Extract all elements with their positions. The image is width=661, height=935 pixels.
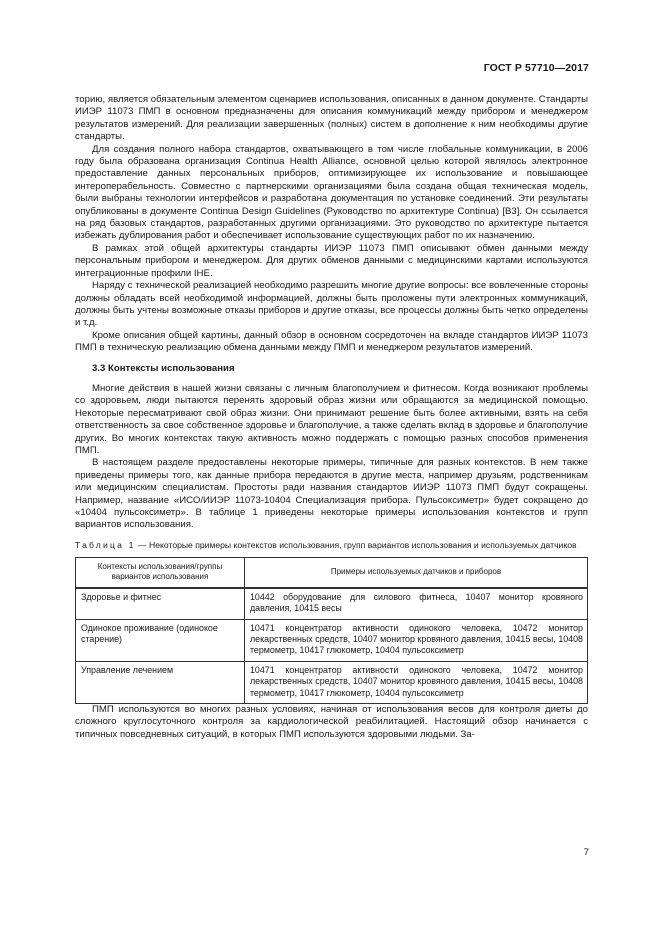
paragraph: ПМП используются во многих разных условиях, начиная от использования весов для контроля диеты до сложного круглосуточного контроля за кардиологической реабилитацией. Настоящий обзор начинается с типичных повседневных ситуаций, в которых ПМП используются здоровыми людьми. За-	[75, 704, 588, 740]
paragraph: Кроме описания общей картины, данный обзор в основном сосредоточен на вкладе стандартов ИИЭР 11073 ПМП в техническую реализацию обмена данными между ПМП и менеджером результатов измерений.	[75, 329, 588, 354]
table-row	[76, 588, 588, 619]
paragraph: В настоящем разделе предоставлены некоторые примеры, типичные для разных контекстов. В нем также приведены примеры того, как данные прибора передаются в другие места, например друзьям, родственникам или медицинским специалистам. Простоты ради названия стандартов ИИЭР 11073 ПМП будут сокращены. Например, название «ИСО/ИИЭР 11073-10404 Специализация прибора. Пульсоксиметр» будет сокращено до «10404 пульсоксиметр». В таблице 1 приведены некоторые примеры использования контекстов и групп вариантов использования.	[75, 457, 588, 531]
column-header: Примеры используемых датчиков и приборов	[244, 557, 587, 588]
table-cell-context: Здоровье и фитнес	[76, 588, 245, 619]
body-text	[75, 94, 588, 741]
section-heading: 3.3 Контексты использования	[92, 362, 235, 374]
table-cell-sensors: 10471 концентратор активности одинокого человека, 10472 монитор лекарственных средств, 10407 монитор кровяного давления, 10415 весы, 10408 термометр, 10417 глюкометр, 10404 пульсоксиметр	[244, 661, 587, 703]
table-caption	[75, 540, 588, 551]
sensors-table	[75, 557, 588, 704]
table-caption-label: Таблица 1	[75, 539, 136, 550]
table-row	[76, 661, 588, 703]
table-caption-text: — Некоторые примеры контекстов использования, групп вариантов использования и используемых датчиков	[135, 539, 577, 550]
page-number: 7	[583, 847, 589, 858]
document-id-header: ГОСТ Р 57710—2017	[483, 62, 589, 74]
table-cell-sensors: 10471 концентратор активности одинокого человека, 10472 монитор лекарственных средств, 10407 монитор кровяного давления, 10415 весы, 10408 термометр, 10417 глюкометр, 10404 пульсоксиметр	[244, 619, 587, 661]
table-cell-context: Управление лечением	[76, 661, 245, 703]
table-row	[76, 619, 588, 661]
paragraph: В рамках этой общей архитектуры стандарты ИИЭР 11073 ПМП описывают обмен данными между персональным прибором и менеджером. Для других обменов данными с медицинскими картами используются интеграционные профили IHE.	[75, 242, 588, 279]
table-header-row	[76, 557, 588, 588]
paragraph: Для создания полного набора стандартов, охватывающего в том числе глобальные коммуникации, в 2006 году была образована организация Continua Health Alliance, основной целью которой являлось электронное предоставление данных персональных приборов, оптимизирующее их использование и повышающее интероперабельность. Совместно с партнерскими организациями была создана общая техническая модель, были выбраны технологии интерфейсов и разработана документация по установке соединений. Эти результаты опубликованы в документе Continua Design Guidelines (Руководство по архитектуре Continua) [В3]. Он ссылается на ряд базовых стандартов, разработанных другими организациями. Это руководство по архитектуре пытается избежать дублирования работ и обеспечивает использование существующих работ по их назначению.	[75, 143, 588, 242]
table-cell-context: Одинокое проживание (одинокое старение)	[76, 619, 245, 661]
paragraph: торию, является обязательным элементом сценариев использования, описанных в данном документе. Стандарты ИИЭР 11073 ПМП в основном предназначены для описания коммуникаций между прибором и менеджером результатов измерений. Для реализации завершенных (полных) систем в дополнение к ним необходимы другие стандарты.	[75, 94, 588, 143]
column-header: Контексты использования/группы вариантов использования	[76, 557, 245, 588]
paragraph: Многие действия в нашей жизни связаны с личным благополучием и фитнесом. Когда возникают проблемы со здоровьем, люди пытаются перенять здоровый образ жизни или обращаются за медицинской помощью. Некоторые пересматривают свой образ жизни. Они принимают решение быть более активными, взять на себя ответственность за свое собственное здоровье и благополучие, а также сделать вклад в здоровье и благополучие других. Во многих контекстах такую активность можно поддержать с помощью разных способов применения ПМП.	[75, 382, 588, 456]
table-cell-sensors: 10442 оборудование для силового фитнеса, 10407 монитор кровяного давления, 10415 весы	[244, 588, 587, 619]
paragraph: Наряду с технической реализацией необходимо разрешить многие другие вопросы: все вовлеченные стороны должны обладать всей необходимой информацией, должны быть проложены пути электронных коммуникаций, должны быть учтены возможные отказы приборов и другие отказы, все процессы должны быть четко определены и т.д.	[75, 280, 588, 329]
